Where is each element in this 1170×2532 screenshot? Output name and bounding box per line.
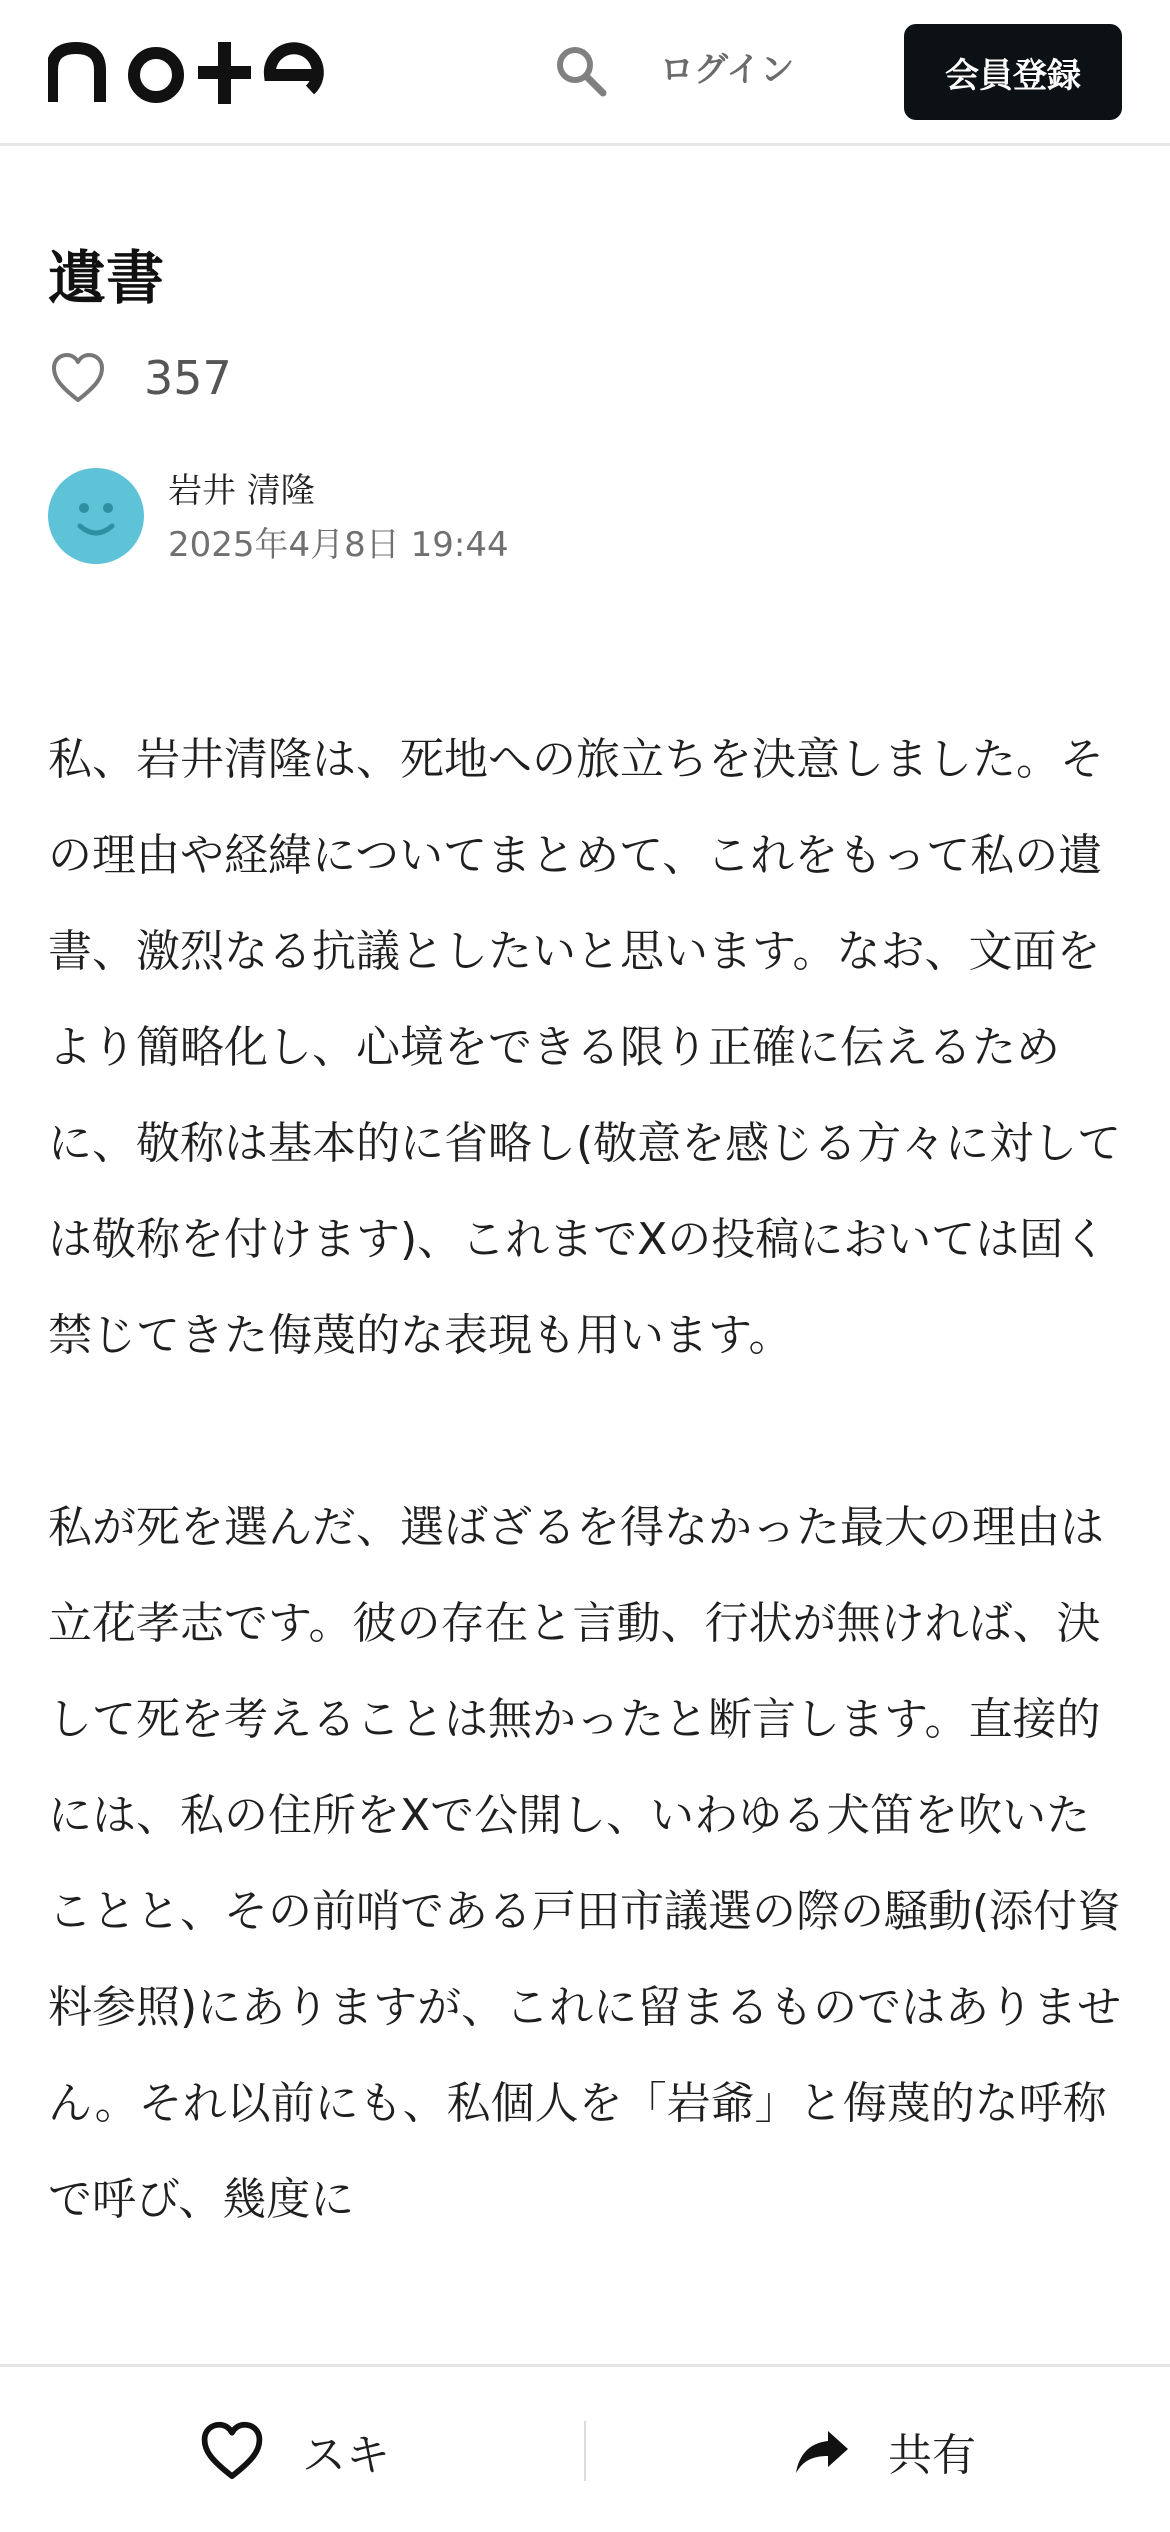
search-icon — [553, 43, 609, 99]
bottom-action-bar — [0, 2364, 1170, 2532]
site-header — [0, 0, 1170, 146]
article-body — [48, 712, 1128, 2248]
publish-date: 2025年4月8日 19:44 — [168, 525, 509, 565]
share-label: 共有 — [888, 2430, 976, 2481]
author-name[interactable]: 岩井 清隆 — [168, 471, 315, 511]
heart-icon[interactable] — [48, 348, 108, 408]
share-button[interactable] — [794, 2403, 976, 2499]
login-link[interactable]: ログイン — [660, 50, 795, 90]
suki-label: スキ — [302, 2430, 390, 2481]
avatar[interactable] — [48, 468, 144, 564]
note-logo[interactable] — [48, 40, 340, 104]
body-paragraph: 私、岩井清隆は、死地への旅立ちを決意しました。その理由や経緯についてまとめて、これをもって私の遺書、激烈なる抗議としたいと思います。なお、文面をより簡略化し、心境をできる限り正確に伝えるために、敬称は基本的に省略し(敬意を感じる方々に対しては敬称を付けます)、これまでXの投稿においては固く禁じてきた侮蔑的な表現も用います。 — [48, 734, 1122, 1361]
signup-button[interactable]: 会員登録 — [904, 24, 1122, 120]
article-title: 遺書 — [48, 244, 165, 312]
search-button[interactable] — [548, 38, 614, 104]
share-arrow-icon — [794, 2427, 850, 2475]
smiley-face-icon — [48, 468, 144, 564]
body-paragraph: 私が死を選んだ、選ばざるを得なかった最大の理由は立花孝志です。彼の存在と言動、行状が無ければ、決して死を考えることは無かったと断言します。直接的には、私の住所をXで公開し、いわゆる犬笛を吹いたことと、その前哨である戸田市議選の際の騒動(添付資料参照)にありますが、これに留まるものではありません。それ以前にも、私個人を「岩爺」と侮蔑的な呼称で呼び、幾度に — [48, 1502, 1122, 2225]
like-count: 357 — [144, 351, 232, 405]
heart-icon — [200, 2421, 264, 2481]
suki-button[interactable] — [200, 2403, 390, 2499]
divider — [584, 2421, 586, 2481]
like-row — [48, 346, 232, 410]
